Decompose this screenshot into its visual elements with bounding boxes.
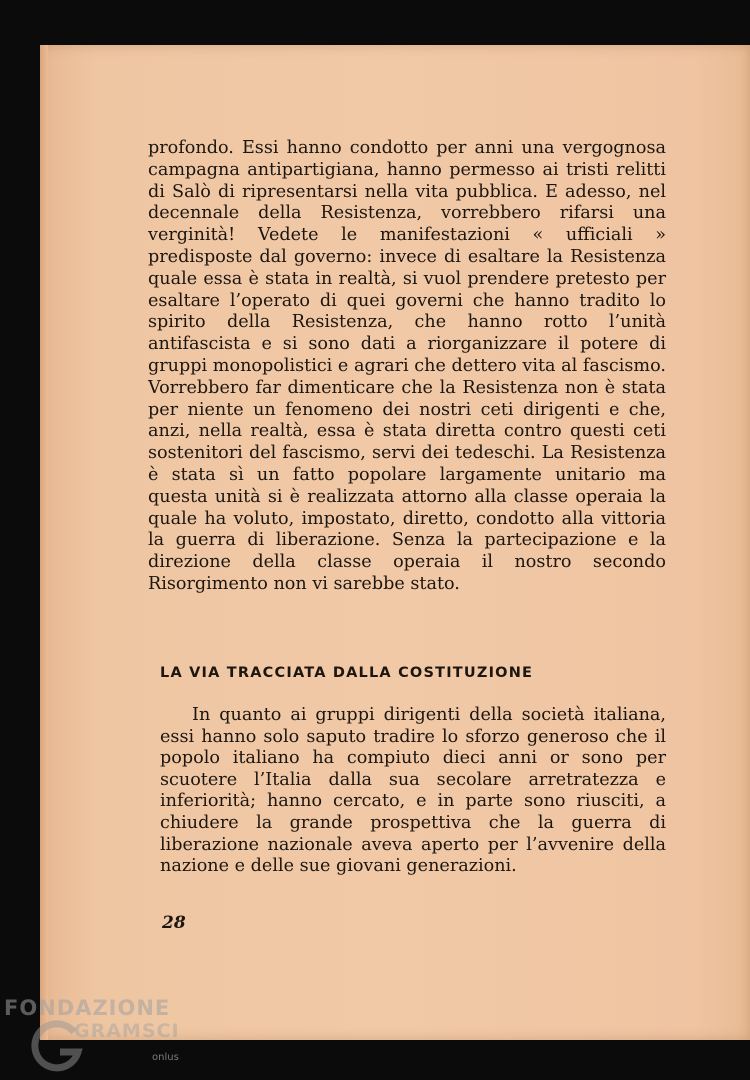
watermark-line-1: FONDAZIONE: [4, 996, 171, 1020]
watermark-line-2: GRAMSCI: [74, 1020, 180, 1042]
body-paragraph-2: In quanto ai gruppi dirigenti della società italiana, essi hanno solo saputo tradire lo sforzo generoso che il popolo italiano ha compiuto dieci anni or sono per scuotere l’Italia dalla sua secolare arretratezza e inferiorità; hanno cercato, e in parte sono riusciti, a chiudere la grande prospettiva che la guerra di liberazione nazionale aveva aperto per l’avvenire della nazione e delle sue giovani generazioni.: [160, 705, 666, 877]
page-number: 28: [162, 913, 186, 933]
fondazione-gramsci-watermark: [4, 996, 204, 1076]
body-paragraph-1: profondo. Essi hanno condotto per anni una vergognosa campagna antipartigiana, hanno permesso ai tristi relitti di Salò di ripresentarsi nella vita pubblica. E adesso, nel decennale della Resistenza, vorrebbero rifarsi una verginità! Vedete le manifestazioni « ufficiali » predisposte dal governo: invece di esaltare la Resistenza quale essa è stata in realtà, si vuol prendere pretesto per esaltare l’operato di quei governi che hanno tradito lo spirito della Resistenza, che hanno rotto l’unità antifascista e si sono dati a riorganizzare il potere di gruppi monopolistici e agrari che dettero vita al fascismo. Vorrebbero far dimenticare che la Resistenza non è stata per niente un fenomeno dei nostri ceti dirigenti e che, anzi, nella realtà, essa è stata diretta contro questi ceti sostenitori del fascismo, servi dei tedeschi. La Resistenza è stata sì un fatto popolare largamente unitario ma questa unità si è realizzata attorno alla classe operaia la quale ha voluto, impostato, diretto, condotto alla vittoria la guerra di liberazione. Senza la partecipazione e la direzione della classe operaia il nostro secondo Risorgimento non vi sarebbe stato.: [148, 138, 666, 594]
page-edge: [40, 45, 48, 1040]
watermark-onlus: onlus: [152, 1052, 179, 1063]
section-heading: LA VIA TRACCIATA DALLA COSTITUZIONE: [160, 665, 534, 681]
